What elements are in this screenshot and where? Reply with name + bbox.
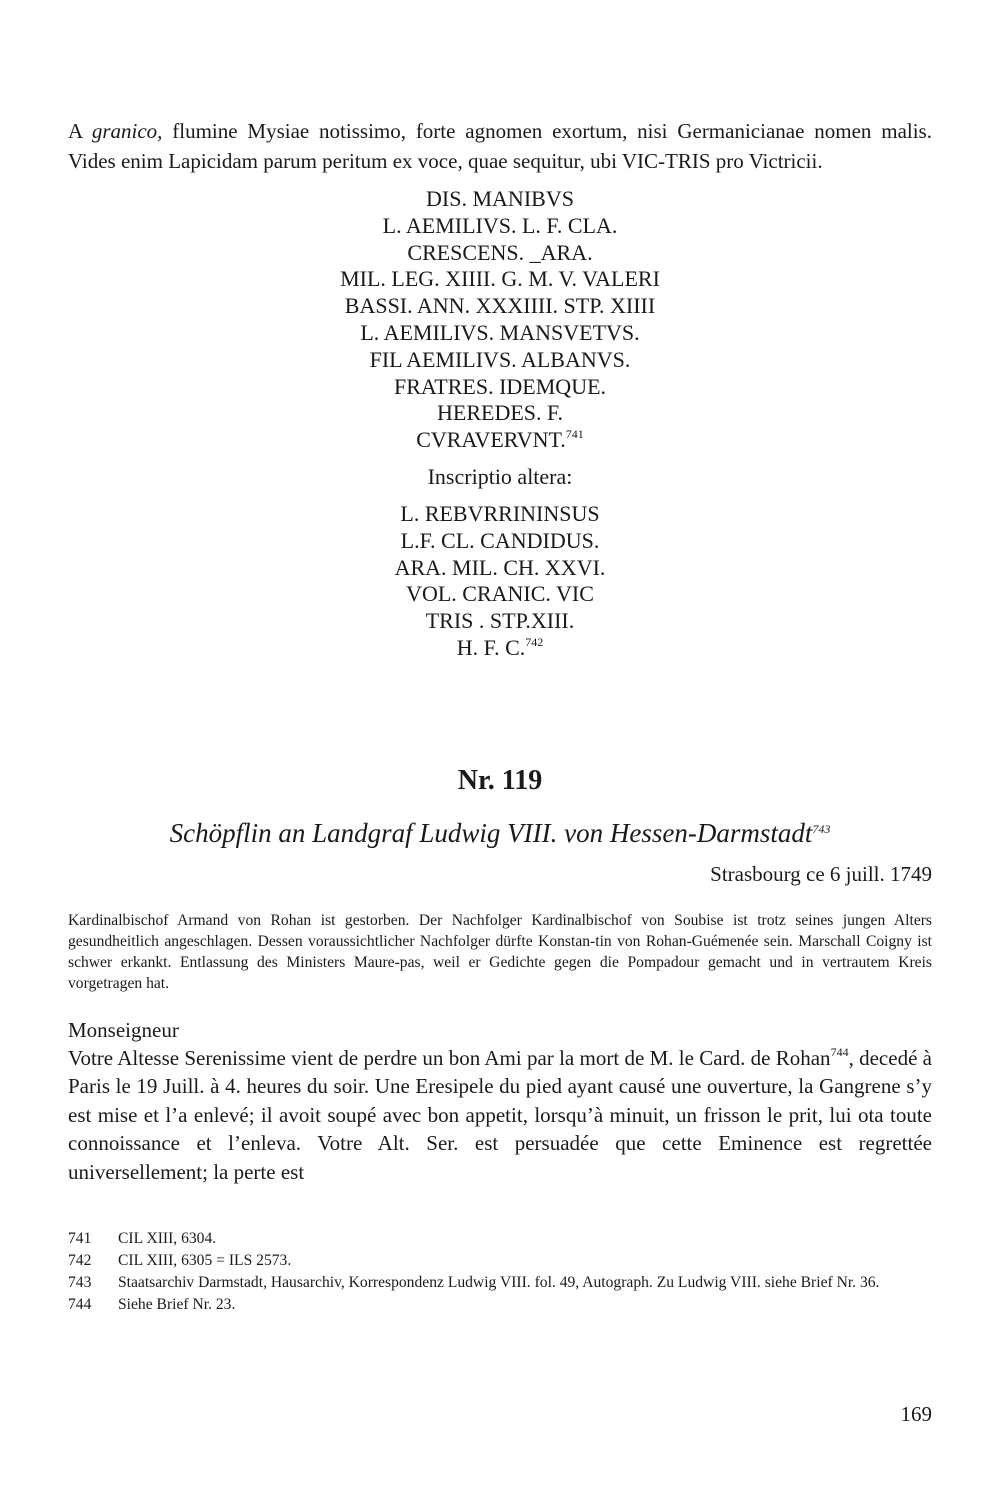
page-content bbox=[68, 116, 932, 1316]
letter-salutation: Monseigneur bbox=[68, 1017, 179, 1042]
inscription-line-last bbox=[68, 635, 932, 662]
footnote bbox=[68, 1294, 932, 1316]
inscription-line: L. REBVRRININSUS bbox=[400, 500, 600, 526]
intro-paragraph bbox=[68, 116, 932, 176]
inscription-line: L. AEMILIVS. MANSVETVS. bbox=[360, 319, 640, 345]
letter-body bbox=[68, 1044, 932, 1187]
inscription-line: VOL. CRANIC. VIC bbox=[406, 581, 594, 607]
intro-italic-word: granico, bbox=[91, 119, 163, 143]
footnote-number: 742 bbox=[68, 1252, 92, 1270]
footnote bbox=[68, 1272, 932, 1294]
footnote-ref: 744 bbox=[830, 1044, 849, 1059]
inscription-line-last bbox=[68, 427, 932, 454]
letter-title bbox=[68, 818, 932, 848]
inscription-line: FRATRES. IDEMQUE. bbox=[393, 373, 607, 399]
page-number: 169 bbox=[900, 1402, 932, 1426]
footnote-text: CIL XIII, 6305 = ILS 2573. bbox=[118, 1252, 292, 1270]
inscription-line: CRESCENS. _ARA. bbox=[407, 239, 593, 265]
inscription-first bbox=[68, 186, 932, 454]
inscription-line: CVRAVERVNT. bbox=[416, 427, 566, 453]
inscription-label: Inscriptio altera: bbox=[427, 463, 573, 489]
footnote-text: Staatsarchiv Darmstadt, Hausarchiv, Korrespondenz Ludwig VIII. fol. 49, Autograph. Zu Ludwig VIII. siehe Brief Nr. 36. bbox=[118, 1274, 880, 1292]
inscription-line: L. AEMILIVS. L. F. CLA. bbox=[382, 212, 618, 238]
letter-body-part2: , decedé à Paris le 19 Juill. à 4. heures du soir. Une Eresipele du pied ayant causé une ouverture, la Gangrene s’y est mise et l’a enlevé; il avoit soupé avec bon appetit, lorsqu’à minuit, un frisson le prit, lui ota toute connoissance et l’enleva. Votre Alt. Ser. est persuadée que cette Eminence est regrettée universellement; la perte est bbox=[68, 1045, 932, 1184]
footnote-ref: 743 bbox=[812, 821, 831, 836]
footnote-number: 743 bbox=[68, 1274, 92, 1292]
inscription-line: DIS. MANIBVS bbox=[426, 186, 574, 211]
letter-date: Strasbourg ce 6 juill. 1749 bbox=[710, 861, 932, 886]
footnote-text: CIL XIII, 6304. bbox=[118, 1230, 217, 1248]
inscription-line: L.F. CL. CANDIDUS. bbox=[400, 527, 600, 553]
footnote bbox=[68, 1228, 932, 1250]
inscription-line: TRIS . STP.XIII. bbox=[425, 608, 575, 634]
intro-before: A bbox=[68, 119, 92, 143]
inscription-line: HEREDES. F. bbox=[437, 400, 563, 426]
letter-title-text: Schöpflin an Landgraf Ludwig VIII. von Hessen-Darmstadt bbox=[169, 817, 813, 848]
inscription-second bbox=[68, 501, 932, 662]
footnote-number: 741 bbox=[68, 1230, 92, 1248]
footnote-ref: 742 bbox=[525, 634, 544, 649]
letter-body-part1: Votre Altesse Serenissime vient de perdre un bon Ami par la mort de M. le Card. de Rohan bbox=[68, 1045, 831, 1070]
letter-summary: Kardinalbischof Armand von Rohan ist gestorben. Der Nachfolger Kardinalbischof von Soubise ist trotz seines jungen Alters gesundheitlich angeschlagen. Dessen voraussichtlicher Nachfolger dürfte Konstan-tin von Rohan-Guémenée sein. Marschall Coigny ist schwer erkankt. Entlassung des Ministers Maure-pas, weil er Gedichte gegen die Pompadour gemacht und in vertrautem Kreis vorgetragen hat. bbox=[68, 911, 932, 992]
footnote bbox=[68, 1250, 932, 1272]
footnote-text: Siehe Brief Nr. 23. bbox=[118, 1296, 236, 1314]
inscription-line: FIL AEMILIVS. ALBANVS. bbox=[369, 346, 631, 372]
letter-number-heading: Nr. 119 bbox=[457, 764, 543, 796]
inscription-line: ARA. MIL. CH. XXVI. bbox=[394, 554, 606, 580]
footnote-ref: 741 bbox=[565, 427, 584, 442]
inscription-line: H. F. C. bbox=[456, 634, 526, 660]
footnote-number: 744 bbox=[68, 1296, 92, 1314]
inscription-line: BASSI. ANN. XXXIIII. STP. XIIII bbox=[344, 293, 656, 319]
footnotes bbox=[68, 1228, 932, 1316]
inscription-line: MIL. LEG. XIIII. G. M. V. VALERI bbox=[340, 266, 660, 292]
intro-after: flumine Mysiae notissimo, forte agnomen exortum, nisi Germanicianae nomen malis. Vides enim Lapicidam parum peritum ex voce, quae sequitur, ubi VIC-TRIS pro Victricii. bbox=[68, 119, 932, 173]
